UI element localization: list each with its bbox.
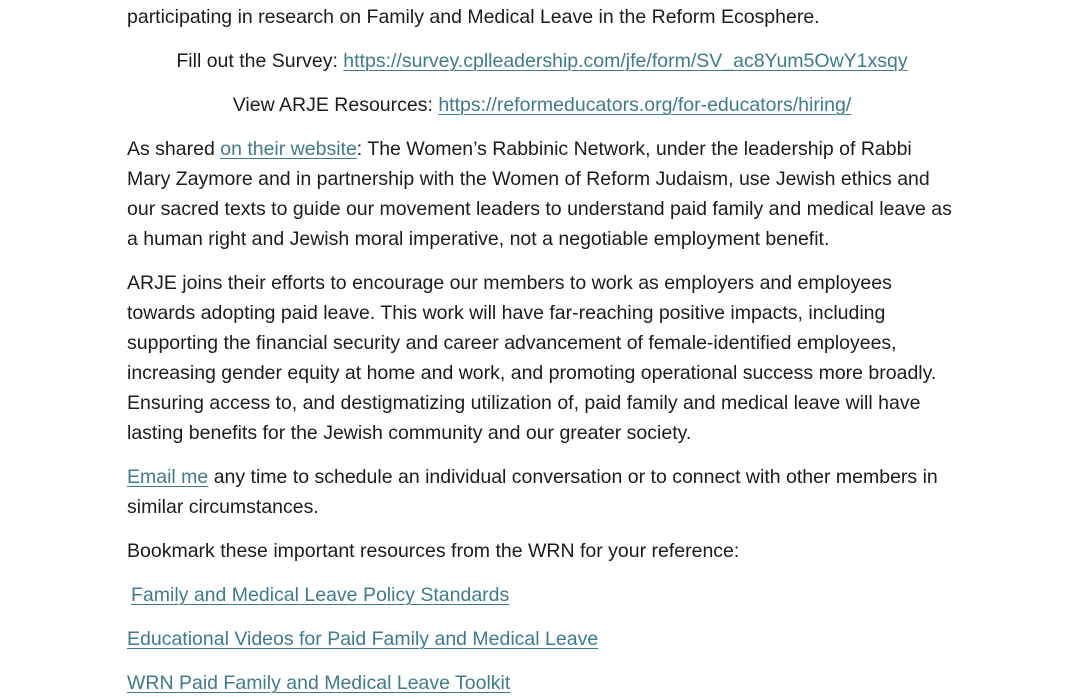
website-link[interactable]: on their website: [220, 138, 357, 160]
resource-link-item: [127, 580, 957, 610]
survey-label: Fill out the Survey:: [176, 50, 344, 72]
intro-paragraph: participating in research on Family and Medical Leave in the Reform Ecosphere.: [127, 6, 820, 28]
email-body: any time to schedule an individual conversation or to connect with other members in similar circumstances.: [127, 466, 938, 518]
shared-body: : The Women’s Rabbinic Network, under the leadership of Rabbi Mary Zaymore and in partnership with the Women of Reform Judaism, use Jewish ethics and our sacred texts to guide our movement leaders to understand paid family and medical leave as a human right and Jewish moral imperative, not a negotiable employment benefit.: [127, 138, 952, 250]
educational-videos-link[interactable]: Educational Videos for Paid Family and Medical Leave: [127, 628, 599, 650]
bookmark-paragraph: Bookmark these important resources from the WRN for your reference:: [127, 540, 740, 562]
policy-standards-link[interactable]: Family and Medical Leave Policy Standards: [131, 584, 510, 606]
resources-link[interactable]: https://reformeducators.org/for-educators/hiring/: [438, 94, 852, 116]
resources-label: View ARJE Resources:: [232, 94, 439, 116]
resource-link-item: [127, 624, 957, 654]
survey-line: [127, 46, 957, 76]
email-paragraph: [127, 462, 957, 522]
resource-link-item: [127, 668, 957, 694]
document-body: [127, 2, 957, 694]
survey-link[interactable]: https://survey.cplleadership.com/jfe/form/SV_ac8Yum5OwY1xsqy: [343, 50, 908, 72]
toolkit-link[interactable]: WRN Paid Family and Medical Leave Toolkit: [127, 672, 511, 694]
shared-paragraph: [127, 134, 957, 254]
arje-paragraph: ARJE joins their efforts to encourage our members to work as employers and employees towards adopting paid leave. This work will have far-reaching positive impacts, including supporting the financial security and career advancement of female-identified employees, increasing gender equity at home and work, and promoting operational success more broadly. Ensuring access to, and destigmatizing utilization of, paid family and medical leave will have lasting benefits for the Jewish community and our greater society.: [127, 272, 937, 444]
resources-line: [127, 90, 957, 120]
email-me-link[interactable]: Email me: [127, 466, 209, 488]
shared-prefix: As shared: [127, 138, 221, 160]
